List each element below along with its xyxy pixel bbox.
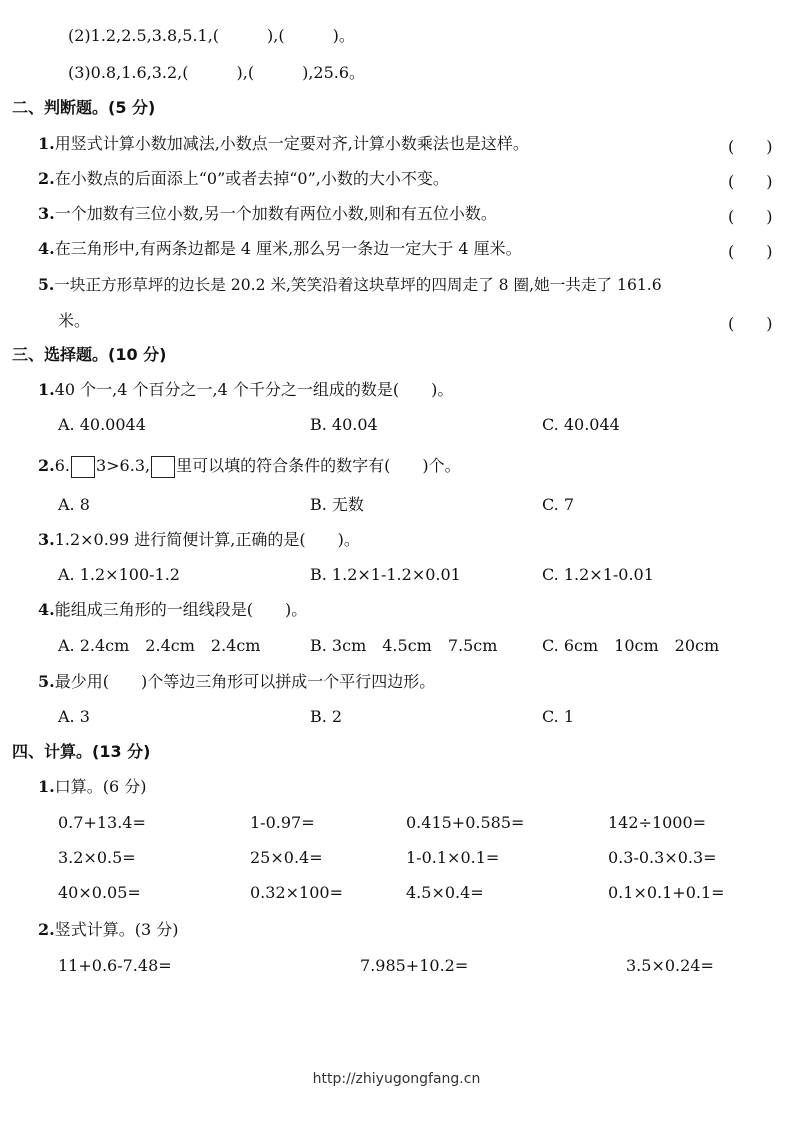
choice-q4: 4.能组成三角形的一组线段是( )。 <box>38 600 308 619</box>
oral-calc: 0.1×0.1+0.1= <box>608 883 725 902</box>
choice-q5-option-a[interactable]: A. 3 <box>58 707 90 726</box>
blank-box[interactable] <box>151 456 175 478</box>
choice-q1: 1.40 个一,4 个百分之一,4 个千分之一组成的数是( )。 <box>38 380 454 399</box>
calc-part-1-title: 1.口算。(6 分) <box>38 777 147 796</box>
judgment-item-5: 5.一块正方形草坪的边长是 20.2 米,笑笑沿着这块草坪的四周走了 8 圈,她一共走了 161.6 <box>38 275 662 294</box>
sequence-line-3: (3)0.8,1.6,3.2,( ),( ),25.6。 <box>68 63 366 82</box>
oral-calc: 1-0.97= <box>250 813 315 832</box>
oral-calc: 1-0.1×0.1= <box>406 848 500 867</box>
vertical-calc: 11+0.6-7.48= <box>58 956 172 975</box>
judgment-item-3: 3.一个加数有三位小数,另一个加数有两位小数,则和有五位小数。 <box>38 204 497 223</box>
oral-calc: 40×0.05= <box>58 883 141 902</box>
choice-q3-option-b[interactable]: B. 1.2×1-1.2×0.01 <box>310 565 461 584</box>
oral-calc: 25×0.4= <box>250 848 323 867</box>
sequence-line-2: (2)1.2,2.5,3.8,5.1,( ),( )。 <box>68 26 355 45</box>
answer-blank-3[interactable]: ( ) <box>728 207 773 226</box>
judgment-item-2: 2.在小数点的后面添上“0”或者去掉“0”,小数的大小不变。 <box>38 169 449 188</box>
choice-q1-option-b[interactable]: B. 40.04 <box>310 415 378 434</box>
judgment-item-5-cont: 米。 <box>58 311 91 330</box>
section-title-calculation: 四、计算。(13 分) <box>12 742 151 761</box>
choice-q5-option-c[interactable]: C. 1 <box>542 707 575 726</box>
vertical-calc: 7.985+10.2= <box>360 956 469 975</box>
choice-q1-option-a[interactable]: A. 40.0044 <box>58 415 146 434</box>
oral-calc: 0.3-0.3×0.3= <box>608 848 717 867</box>
choice-q2-option-a[interactable]: A. 8 <box>58 495 90 514</box>
oral-calc: 142÷1000= <box>608 813 707 832</box>
choice-q5-option-b[interactable]: B. 2 <box>310 707 343 726</box>
answer-blank-1[interactable]: ( ) <box>728 137 773 156</box>
oral-calc: 4.5×0.4= <box>406 883 484 902</box>
choice-q4-option-b[interactable]: B. 3cm 4.5cm 7.5cm <box>310 636 498 655</box>
oral-calc: 3.2×0.5= <box>58 848 136 867</box>
oral-calc: 0.7+13.4= <box>58 813 146 832</box>
section-title-judgment: 二、判断题。(5 分) <box>12 98 156 117</box>
answer-blank-4[interactable]: ( ) <box>728 242 773 261</box>
choice-q3-option-a[interactable]: A. 1.2×100-1.2 <box>58 565 180 584</box>
choice-q3: 3.1.2×0.99 进行简便计算,正确的是( )。 <box>38 530 360 549</box>
choice-q2-option-c[interactable]: C. 7 <box>542 495 575 514</box>
calc-part-2-title: 2.竖式计算。(3 分) <box>38 920 179 939</box>
oral-calc: 0.415+0.585= <box>406 813 525 832</box>
choice-q2-option-b[interactable]: B. 无数 <box>310 495 364 514</box>
vertical-calc: 3.5×0.24= <box>626 956 714 975</box>
choice-q4-option-c[interactable]: C. 6cm 10cm 20cm <box>542 636 720 655</box>
choice-q3-option-c[interactable]: C. 1.2×1-0.01 <box>542 565 654 584</box>
choice-q5: 5.最少用( )个等边三角形可以拼成一个平行四边形。 <box>38 672 436 691</box>
section-title-choice: 三、选择题。(10 分) <box>12 345 167 364</box>
judgment-item-1: 1.用竖式计算小数加减法,小数点一定要对齐,计算小数乘法也是这样。 <box>38 134 529 153</box>
choice-q2: 2.6. 3>6.3, 里可以填的符合条件的数字有( )个。 <box>38 453 461 479</box>
blank-box[interactable] <box>71 456 95 478</box>
answer-blank-2[interactable]: ( ) <box>728 172 773 191</box>
footer-url: http://zhiyugongfang.cn <box>312 1071 481 1087</box>
judgment-item-4: 4.在三角形中,有两条边都是 4 厘米,那么另一条边一定大于 4 厘米。 <box>38 239 522 258</box>
choice-q4-option-a[interactable]: A. 2.4cm 2.4cm 2.4cm <box>58 636 261 655</box>
oral-calc: 0.32×100= <box>250 883 343 902</box>
choice-q1-option-c[interactable]: C. 40.044 <box>542 415 620 434</box>
answer-blank-5[interactable]: ( ) <box>728 314 773 333</box>
